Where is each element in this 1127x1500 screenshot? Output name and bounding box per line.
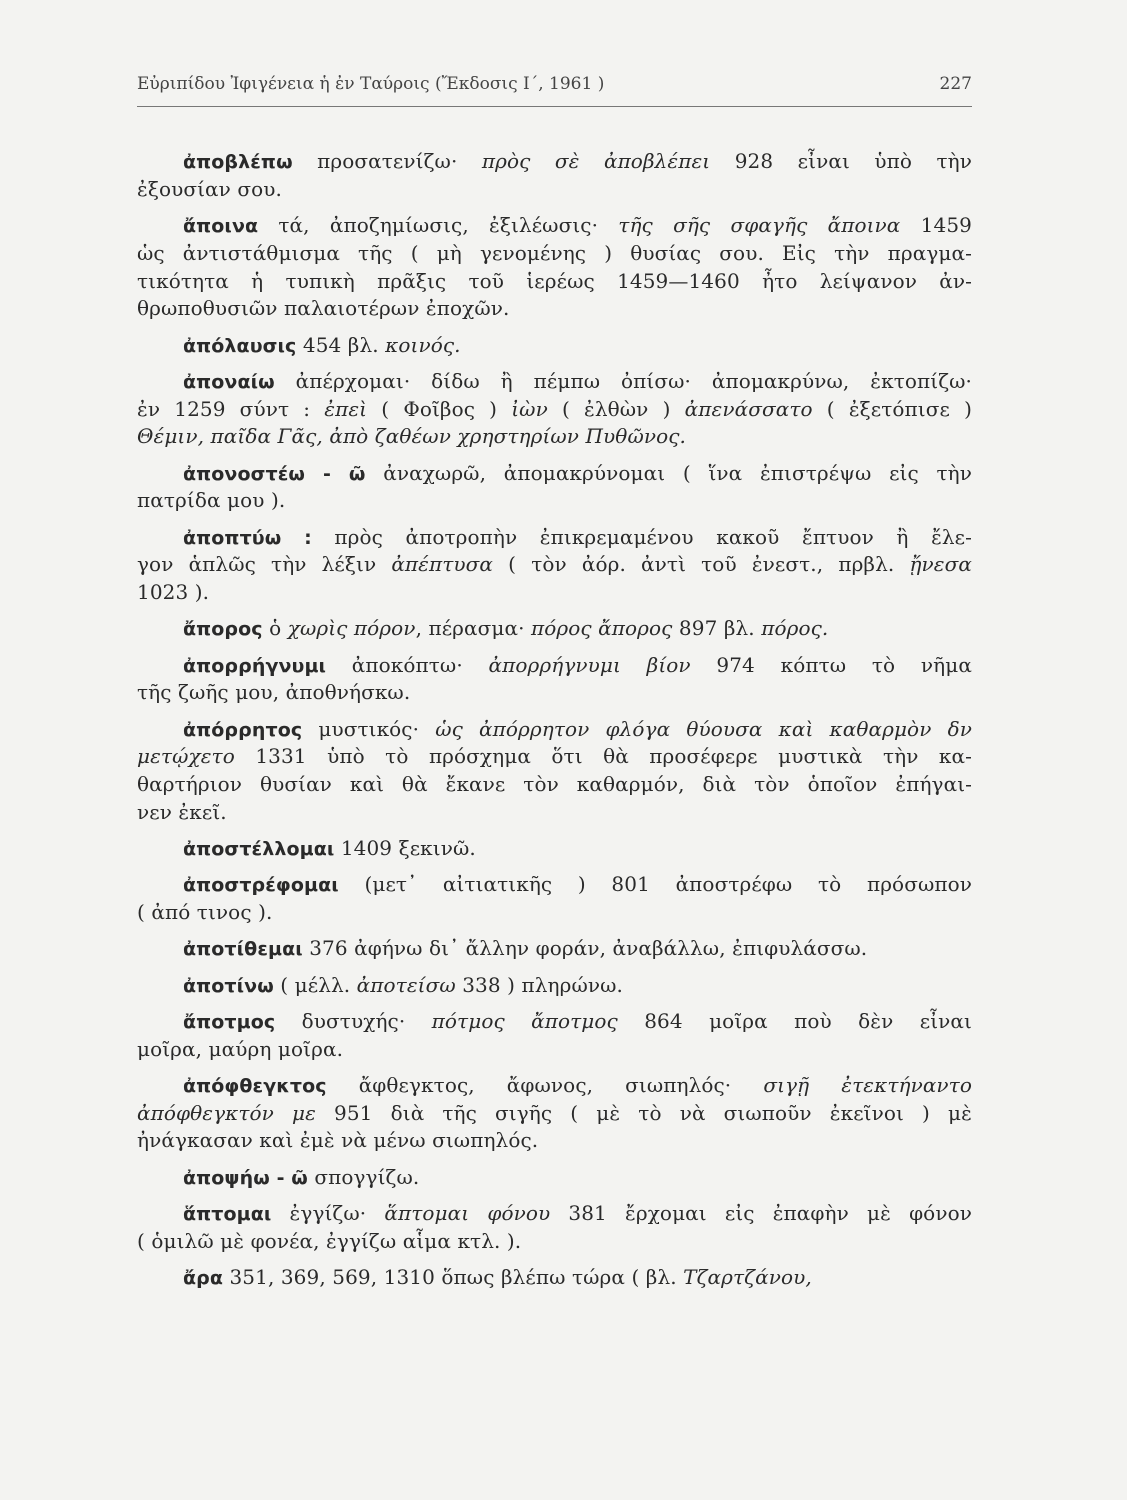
quotation-text: ἅπτομαι φόνου <box>384 1200 551 1225</box>
entry-first-line <box>183 614 972 642</box>
headword: ἀπόρρητος <box>183 718 303 741</box>
quotation-text: πόρος. <box>761 616 829 641</box>
headword: ἀποστέλλομαι <box>183 838 335 861</box>
definition-text: ἄφθεγκτος, ἄφωνος, σιωπηλός· <box>326 1072 764 1097</box>
entry-line <box>137 1035 972 1063</box>
entry-line <box>137 395 972 423</box>
running-title: Εὐριπίδου Ἰφιγένεια ἡ ἐν Ταύροις (Ἔκδοσις Ι΄, 1961 ) <box>137 74 605 94</box>
quotation-text: πόρος ἄπορος <box>531 616 673 641</box>
definition-text: ἐξουσίαν σου. <box>137 176 282 201</box>
running-header <box>137 74 972 100</box>
entry-line <box>137 550 972 578</box>
quotation-text: ἰὼν <box>511 396 548 421</box>
quotation-text: ἐπεὶ <box>324 396 368 421</box>
quotation-text: ἀπενάσσατο <box>684 396 813 421</box>
entry-first-line <box>183 834 972 862</box>
definition-text: ( μέλλ. <box>273 972 357 997</box>
definition-text: 974 κόπτω τὸ νῆμα <box>690 652 972 677</box>
quotation-text: ᾔνεσα <box>909 552 972 577</box>
definition-text: πατρίδα μου ). <box>137 488 286 513</box>
definition-text: τῆς ζωῆς μου, ἀποθνήσκω. <box>137 680 411 705</box>
headword: ἀποστρέφομαι <box>183 874 339 897</box>
headword: ἀποναίω <box>183 370 275 393</box>
entry-first-line <box>183 971 972 999</box>
headword: ἄποτμος <box>183 1010 276 1033</box>
definition-text: γον ἁπλῶς τὴν λέξιν <box>137 552 392 577</box>
quotation-text: τῆς σῆς σφαγῆς ἄποινα <box>618 213 901 237</box>
headword: ἀπορρήγνυμι <box>183 654 327 677</box>
entry-line <box>137 798 972 826</box>
definition-text: (μετ᾽ αἰτιατικῆς ) 801 ἀποστρέφω τὸ πρόσωπον <box>338 872 972 897</box>
quotation-text: κοινός. <box>385 332 461 357</box>
entry-first-line <box>183 870 972 898</box>
entry-first-line <box>183 459 972 487</box>
page-number: 227 <box>939 74 972 94</box>
definition-text: 351, 369, 569, 1310 ὅπως βλέπω τώρα ( βλ. <box>223 1264 684 1289</box>
quotation-text: χωρὶς πόρον <box>287 616 416 641</box>
entry-first-line <box>183 1199 972 1227</box>
entry-first-line <box>183 211 972 239</box>
definition-text: 381 ἔρχομαι εἰς ἐπαφὴν μὲ φόνον <box>550 1200 972 1225</box>
entry-first-line <box>183 367 972 395</box>
definition-text: ἀποκόπτω· <box>326 652 489 677</box>
definition-text: ἀπέρχομαι· δίδω ἢ πέμπω ὀπίσω· ἀπομακρύνω, ἐκτοπίζω· <box>274 368 972 393</box>
definition-text: 376 ἀφήνω δι᾽ ἄλλην φοράν, ἀναβάλλω, ἐπιφυλάσσω. <box>302 936 868 961</box>
entry-first-line <box>183 1007 972 1035</box>
quotation-text: Θέμιν, παῖδα Γᾶς, ἀπὸ ζαθέων χρηστηρίων Πυθῶνος. <box>137 424 687 449</box>
headword: ἄρα <box>183 1266 224 1289</box>
entry-first-line <box>183 523 972 551</box>
definition-text: ( ἀπό τινος ). <box>137 900 273 925</box>
headword: ἀποτίθεμαι <box>183 938 303 961</box>
definition-text: ( ἐξετόπισε ) <box>812 396 972 421</box>
definition-text: τικότητα ἡ τυπικὴ πρᾶξις τοῦ ἱερέως 1459—1460 ἦτο λείψανον ἀν- <box>137 268 972 293</box>
definition-text: , πέρασμα· <box>415 616 532 641</box>
headword: ἀπόφθεγκτος <box>183 1074 327 1097</box>
entry-line <box>137 578 972 606</box>
headword: ἀποπτύω : <box>183 526 312 549</box>
quotation-text: Τζαρτζάνου, <box>683 1264 812 1289</box>
definition-text: 897 βλ. <box>672 616 762 641</box>
definition-text: πρὸς ἀποτροπὴν ἐπικρεμαμένου κακοῦ ἔπτυον ἢ ἔλε- <box>311 524 973 549</box>
definition-text: προσατενίζω· <box>292 149 482 173</box>
entry-line <box>137 770 972 798</box>
headword: ἄπορος <box>183 618 263 641</box>
definition-text: ὡς ἀντιστάθμισμα τῆς ( μὴ γενομένης ) θυσίας σου. Εἰς τὴν πραγμα- <box>137 240 972 265</box>
headword: ἀποβλέπω <box>183 151 293 173</box>
entry-line <box>137 239 972 267</box>
header-rule <box>137 106 972 107</box>
definition-text: δυστυχής· <box>275 1008 432 1033</box>
definition-text: σπογγίζω. <box>307 1164 420 1189</box>
quotation-text: μετῴχετο <box>137 744 235 769</box>
quotation-text: ὡς ἀπόρρητον φλόγα θύουσα καὶ καθαρμὸν δν <box>435 716 972 741</box>
definition-text: ( ἐλθὼν ) <box>547 396 685 421</box>
quotation-text: ἀπορρήγνυμι βίον <box>488 652 691 677</box>
entry-first-line <box>183 715 972 743</box>
entry-line <box>137 1099 972 1127</box>
definition-text: ἐν 1259 σύντ : <box>137 396 325 421</box>
entry-line <box>137 678 972 706</box>
definition-text: θαρτήριον θυσίαν καὶ θὰ ἔκανε τὸν καθαρμόν, διὰ τὸν ὁποῖον ἐπήγαι- <box>137 772 972 797</box>
definition-text: 1331 ὑπὸ τὸ πρόσχημα ὅτι θὰ προσέφερε μυστικὰ τὴν κα- <box>234 744 972 769</box>
definition-text: ( τὸν ἀόρ. ἀντὶ τοῦ ἐνεστ., πρβλ. <box>493 552 910 577</box>
entry-line <box>137 1227 972 1255</box>
entry-line <box>137 294 972 322</box>
definition-text: 1459 <box>900 213 972 237</box>
headword: ἅπτομαι <box>183 1202 272 1225</box>
entry-line <box>137 422 972 450</box>
definition-text: 338 ) πληρώνω. <box>455 972 624 997</box>
entry-line <box>137 175 972 203</box>
definition-text: ( ὁμιλῶ μὲ φονέα, ἐγγίζω αἷμα κτλ. ). <box>137 1228 522 1253</box>
definition-text: ( Φοῖβος ) <box>367 396 512 421</box>
entry-first-line <box>183 651 972 679</box>
definition-text: μυστικός· <box>302 716 436 741</box>
definition-text: ἀναχωρῶ, ἀπομακρύνομαι ( ἵνα ἐπιστρέψω εἰς τὴν <box>365 460 972 485</box>
headword: ἄποινα <box>183 215 259 237</box>
entry-line <box>137 486 972 514</box>
entry-first-line <box>183 934 972 962</box>
quotation-text: ἀποτείσω <box>356 972 456 997</box>
entry-line <box>137 898 972 926</box>
headword: ἀπονοστέω - ῶ <box>183 462 366 485</box>
definition-text: 1409 ξεκινῶ. <box>334 836 476 861</box>
quotation-text: πότμος ἄποτμος <box>431 1008 618 1033</box>
entry-first-line <box>183 1163 972 1191</box>
entry-first-line <box>183 331 972 359</box>
definition-text: 864 μοῖρα ποὺ δὲν εἶναι <box>617 1008 972 1033</box>
quotation-text: ἀπόφθεγκτόν με <box>137 1100 316 1125</box>
definition-text: 951 διὰ τῆς σιγῆς ( μὲ τὸ νὰ σιωποῦν ἐκεῖνοι ) μὲ <box>315 1100 972 1125</box>
entry-first-line <box>183 1263 972 1291</box>
entry-line <box>137 742 972 770</box>
definition-text: νεν ἐκεῖ. <box>137 800 227 824</box>
definition-text: θρωποθυσιῶν παλαιοτέρων ἐποχῶν. <box>137 296 510 321</box>
entry-line <box>137 1126 972 1154</box>
definition-text: ἠνάγκασαν καὶ ἐμὲ νὰ μένω σιωπηλός. <box>137 1128 539 1153</box>
quotation-text: σιγῇ ἐτεκτήναντο <box>763 1072 972 1097</box>
definition-text: ὁ <box>262 616 288 641</box>
quotation-text: ἀπέπτυσα <box>391 552 494 577</box>
entry-first-line <box>183 147 972 175</box>
definition-text: 928 εἶναι ὑπὸ τὴν <box>710 149 972 173</box>
entry-line <box>137 267 972 295</box>
headword: ἀποψήω - ῶ <box>183 1166 308 1189</box>
quotation-text: πρὸς σὲ ἀποβλέπει <box>481 149 711 173</box>
definition-text: μοῖρα, μαύρη μοῖρα. <box>137 1036 344 1061</box>
entry-first-line <box>183 1071 972 1099</box>
headword: ἀπόλαυσις <box>183 334 297 357</box>
definition-text: 454 βλ. <box>296 332 386 357</box>
headword: ἀποτίνω <box>183 974 274 997</box>
definition-text: 1023 ). <box>137 580 210 605</box>
definition-text: τά, ἀποζημίωσις, ἐξιλέωσις· <box>258 213 619 237</box>
definition-text: ἐγγίζω· <box>271 1200 385 1225</box>
